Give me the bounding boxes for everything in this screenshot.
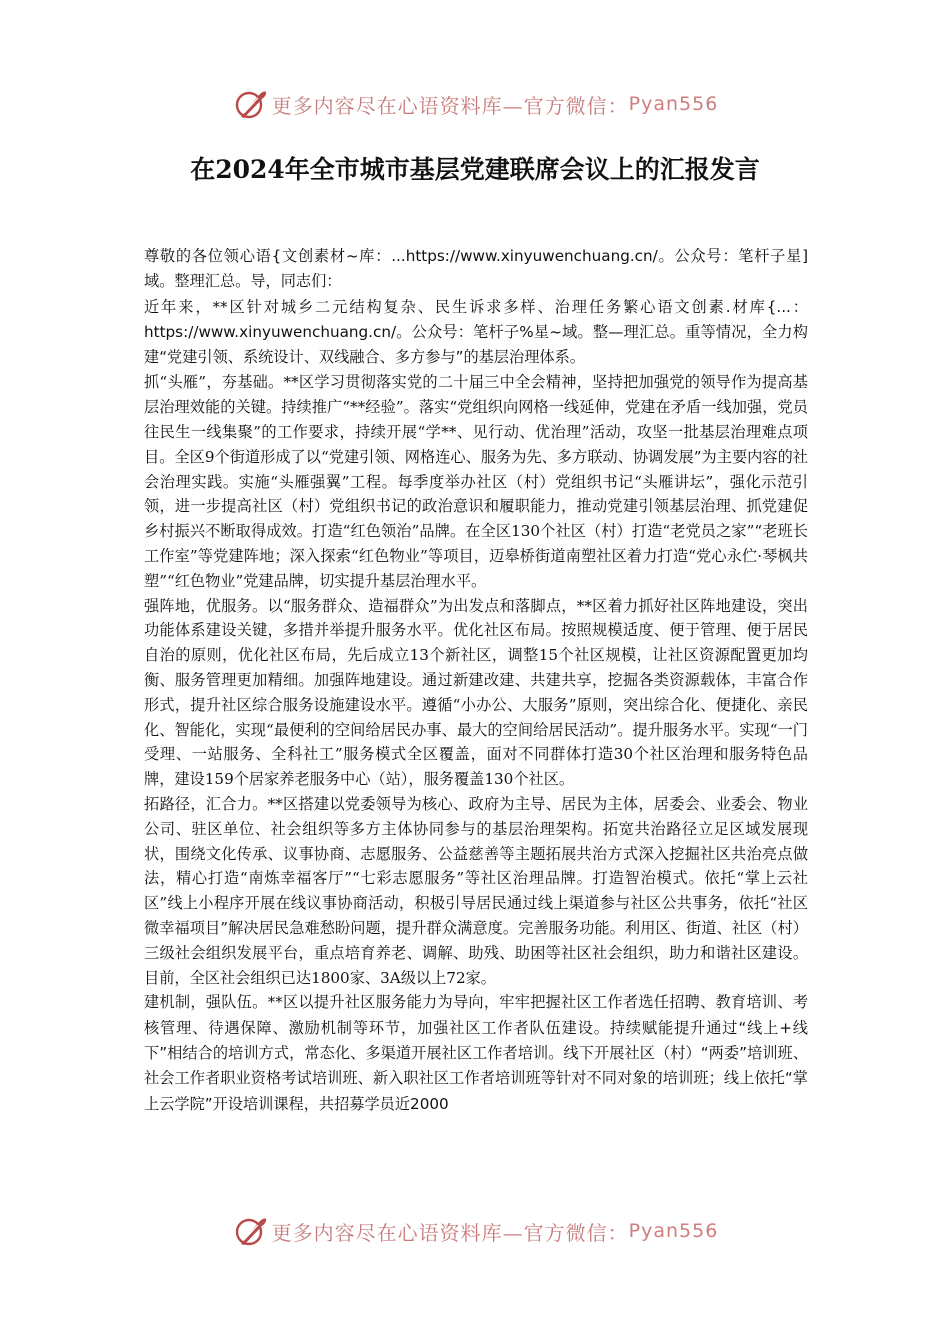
wechat-id: Pyan556	[628, 1220, 719, 1242]
document-body	[144, 244, 808, 1194]
footer-banner	[0, 1211, 950, 1251]
banner-text: 更多内容尽在心语资料库—官方微信：	[271, 93, 629, 118]
quill-pen-logo-icon	[232, 1213, 268, 1249]
header-banner	[0, 84, 950, 124]
paragraph-leadership: 抓“头雁”，夯基础。**区学习贯彻落实党的二十届三中全会精神，坚持把加强党的领导作为提高基层治理效能的关键。持续推广“**经验”。落实“党组织向网格一线延伸，党建在矛盾一线加强，党员往民生一线集聚”的工作要求，持续开展“学**、见行动、优治理”活动，攻坚一批基层治理难点项目。全区9个街道形成了以“党建引领、网格连心、服务为先、多方联动、协调发展”为主要内容的社会治理实践。实施“头雁强翼”工程。每季度举办社区（村）党组织书记“头雁讲坛”，强化示范引领，进一步提高社区（村）党组织书记的政治意识和履职能力，推动党建引领基层治理、抓党建促乡村振兴不断取得成效。打造“红色领治”品牌。在全区130个社区（村）打造“老党员之家”“老班长工作室”等党建阵地；深入探索“红色物业”等项目，迈皋桥街道南塑社区着力打造“党心永伫·琴枫共塑”“红色物业”党建品牌，切实提升基层治理水平。	[144, 373, 808, 590]
banner-text: 更多内容尽在心语资料库—官方微信：	[271, 1220, 629, 1245]
paragraph-service: 强阵地，优服务。以“服务群众、造福群众”为出发点和落脚点，**区着力抓好社区阵地建设，突出功能体系建设关键，多措并举提升服务水平。优化社区布局。按照规模适度、便于管理、便于居民自治的原则，优化社区布局，先后成立13个新社区，调整15个社区规模，让社区资源配置更加均衡、服务管理更加精细。加强阵地建设。通过新建改建、共建共享，挖掘各类资源载体，丰富合作形式，提升社区综合服务设施建设水平。遵循“小办公、大服务”原则，突出综合化、便捷化、亲民化、智能化，实现“最便利的空间给居民办事、最大的空间给居民活动”。提升服务水平。实现“一门受理、一站服务、全科社工”服务模式全区覆盖，面对不同群体打造30个社区治理和服务特色品牌，建设159个居家养老服务中心（站），服务覆盖130个社区。	[144, 596, 808, 789]
salutation-paragraph: 尊敬的各位领心语{文创素材~库：...https://www.xinyuwenchuang.cn/。公众号：笔杆子星]域。整理汇总。导，同志们：	[144, 247, 808, 291]
quill-pen-logo-icon	[232, 86, 268, 122]
intro-paragraph: 近年来，**区针对城乡二元结构复杂、民生诉求多样、治理任务繁心语文创素.材库{...：https://www.xinyuwenchuang.cn/。公众号：笔杆子%星~域。整—理汇总。重等情况，全力构建“党建引领、系统设计、双线融合、多方参与”的基层治理体系。	[144, 297, 808, 367]
document-title: 在2024年全市城市基层党建联席会议上的汇报发言	[190, 155, 760, 184]
paragraph-pathway: 拓路径，汇合力。**区搭建以党委领导为核心、政府为主导、居民为主体，居委会、业委会、物业公司、驻区单位、社会组织等多方主体协同参与的基层治理架构。拓宽共治路径立足区域发展现状，围绕文化传承、议事协商、志愿服务、公益慈善等主题拓展共治方式深入挖掘社区共治亮点做法，精心打造“南炼幸福客厅”“七彩志愿服务”等社区治理品牌。打造智治模式。依托“掌上云社区”线上小程序开展在线议事协商活动，积极引导居民通过线上渠道参与社区公共事务，依托“社区微幸福项目”解决居民急难愁盼问题，提升群众满意度。完善服务功能。利用区、街道、社区（村）三级社会组织发展平台，重点培育养老、调解、助残、助困等社区社会组织，助力和谐社区建设。目前，全区社会组织已达1800家、3A级以上72家。	[144, 795, 808, 987]
paragraph-mechanism: 建机制，强队伍。**区以提升社区服务能力为导向，牢牢把握社区工作者选任招聘、教育培训、考核管理、待遇保障、激励机制等环节，加强社区工作者队伍建设。持续赋能提升通过“线上+线下”相结合的培训方式，常态化、多渠道开展社区工作者培训。线下开展社区（村）“两委”培训班、社会工作者职业资格考试培训班、新入职社区工作者培训班等针对不同对象的培训班；线上依托“掌上云学院”开设培训课程，共招募学员近2000	[144, 993, 808, 1113]
wechat-id: Pyan556	[628, 93, 719, 115]
